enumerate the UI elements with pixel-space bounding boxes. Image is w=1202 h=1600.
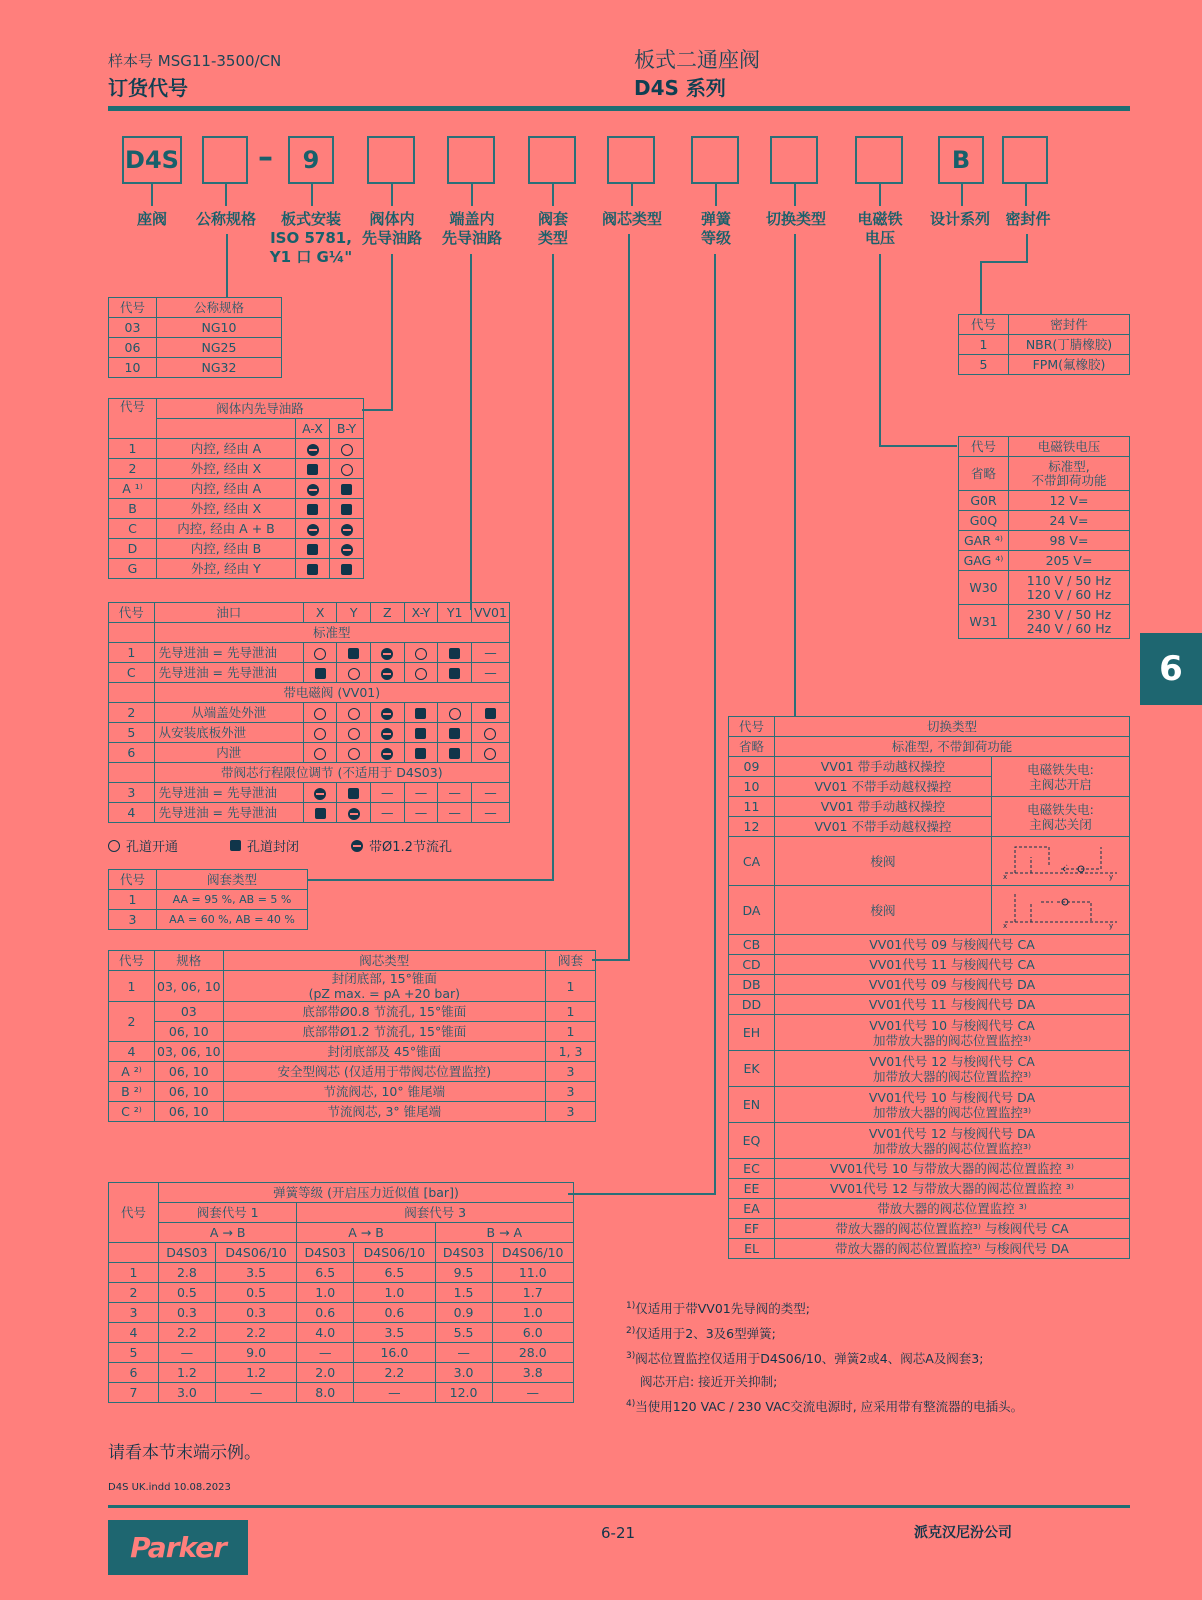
label-spring: 弹簧 等级: [700, 210, 731, 247]
table-row: 12 VV01 不带手动越权操控: [729, 817, 1130, 837]
svg-text:x: x: [1002, 921, 1007, 930]
spring-table: 代号 弹簧等级 (开启压力近似值 [bar]) 阀套代号 1 阀套代号 3 A → B A → B B → A D4S03 D4S06/10 D4S03 D4S06/10 D4S03 D4S06/10 1 2.8 3.5 6.5 6.5 9.5 11.0 2 0.5 0.5 1.0 1.0 1.5 1.7 3 0.3 0.3 0.6 0.6 0.9 1.0 4 2.2 2.2 4.0 3.5 5.5 6.0 5 — 9.0 — 16.0 — 28.0 6 1.2 1.2 2.0 2.2 3.0 3.8 7 3.0 — 8.0 — 12.0 —: [108, 1182, 574, 1403]
code-box-poppet: [607, 136, 655, 184]
company-name: 派克汉尼汾公司: [914, 1525, 1012, 1541]
throttle-icon: [341, 544, 353, 556]
table-row: EC VV01代号 10 与带放大器的阀芯位置监控 ³⁾: [729, 1159, 1130, 1179]
closed-icon: [341, 504, 352, 515]
closed-icon: [307, 504, 318, 515]
page-title-right: D4S 系列: [634, 76, 726, 100]
open-icon: [348, 748, 360, 760]
open-icon: [314, 728, 326, 740]
open-icon: [341, 444, 353, 456]
catalog-number: 样本号 MSG11-3500/CN: [108, 52, 282, 70]
closed-icon: [415, 748, 426, 759]
table-row: 2 03 底部带Ø0.8 节流孔, 15°锥面 1: [109, 1002, 596, 1022]
closed-icon: [307, 544, 318, 555]
table-row: C 先导进油 = 先导泄油 —: [109, 663, 510, 683]
table-row: EN VV01代号 10 与梭阀代号 DA 加带放大器的阀芯位置监控³⁾: [729, 1087, 1130, 1123]
poppet-table: 代号 规格 阀芯类型 阀套 1 03, 06, 10 封闭底部, 15°锥面 (pZ max. = pA +20 bar) 1 2 03 底部带Ø0.8 节流孔, 15°锥面 1 06, 10 底部带Ø1.2 节流孔, 15°锥面 1 4 03, 06, 10 封闭底部及 45°锥面 1, 3 A ²⁾ 06, 10 安全型阀芯 (仅适用于带阀芯位置监控) 3 B ²⁾ 06, 10 节流阀芯, 10° 锥尾端 3 C ²⁾ 06, 10 节流阀芯, 3° 锥尾端 3: [108, 950, 596, 1122]
table-row: 1 2.8 3.5 6.5 6.5 9.5 11.0: [109, 1263, 574, 1283]
table-row: GAR ⁴⁾ 98 V=: [959, 531, 1130, 551]
throttle-icon: [348, 808, 360, 820]
table-row: G 外控, 经由 Y: [109, 559, 364, 579]
table-row: 5 FPM(氟橡胶): [959, 355, 1130, 375]
open-icon: [348, 668, 360, 680]
port-table: 代号 油口 X Y Z X-Y Y1 VV01 标准型 1 先导进油 = 先导泄油 — C 先导进油 = 先导泄油 — 带电磁阀 (VV01) 2 从端盖处外泄 5 从安装底板外泄 6 内泄 带阀芯行程限位调节 (不适用于 D4S03) 3 先导进油 = 先导泄油 — — — — 4 先导进油 = 先导泄油 — — — —: [108, 602, 510, 823]
table-row: G0R 12 V=: [959, 491, 1130, 511]
page-number: 6-21: [601, 1524, 636, 1542]
voltage-table: 代号 电磁铁电压 省略 标准型, 不带卸荷功能 G0R 12 V= G0Q 24 V= GAR ⁴⁾ 98 V= GAG ⁴⁾ 205 V= W30 110 V / 50 Hz 120 V / 60 Hz W31 230 V / 50 Hz 240 V / 60 Hz: [958, 436, 1130, 639]
table-row: 1 先导进油 = 先导泄油 —: [109, 643, 510, 663]
parker-logo: Parker: [108, 1520, 248, 1575]
code-box-seal: [1002, 136, 1048, 184]
table-row: 4 03, 06, 10 封闭底部及 45°锥面 1, 3: [109, 1042, 596, 1062]
table-row: 2 外控, 经由 X: [109, 459, 364, 479]
closed-icon: [485, 708, 496, 719]
throttle-icon: [381, 708, 393, 720]
closed-icon: [449, 668, 460, 679]
table-row: 2 0.5 0.5 1.0 1.0 1.5 1.7: [109, 1283, 574, 1303]
footer-rule: [108, 1505, 1130, 1508]
size-table: [108, 297, 282, 378]
table-row: EE VV01代号 12 与带放大器的阀芯位置监控 ³⁾: [729, 1179, 1130, 1199]
closed-icon: [449, 728, 460, 739]
label-voltage: 电磁铁 电压: [857, 210, 903, 247]
open-icon: [484, 728, 496, 740]
closed-icon: [307, 464, 318, 475]
page-subtitle-right: 板式二通座阀: [634, 48, 760, 72]
table-row: W30 110 V / 50 Hz 120 V / 60 Hz: [959, 571, 1130, 605]
open-icon: [314, 748, 326, 760]
svg-text:y: y: [1108, 921, 1113, 930]
table-row: EF 带放大器的阀芯位置监控³⁾ 与梭阀代号 CA: [729, 1219, 1130, 1239]
closed-icon: [415, 728, 426, 739]
body-pilot-table: 代号 阀体内先导油路 A-X B-Y 1 内控, 经由 A 2 外控, 经由 X A ¹⁾ 内控, 经由 A B 外控, 经由 X C 内控, 经由 A + B D 内控, 经由 B G 外控, 经由 Y: [108, 398, 364, 579]
throttle-icon: [381, 648, 393, 660]
label-switch: 切换类型: [765, 210, 826, 228]
shuttle-ca-symbol: [992, 837, 1130, 886]
table-row: EA 带放大器的阀芯位置监控 ³⁾: [729, 1199, 1130, 1219]
closed-icon: [341, 484, 352, 495]
shuttle-da-symbol: [992, 886, 1130, 935]
header-rule: [108, 106, 1130, 111]
closed-icon: [230, 840, 241, 851]
table-row: DD VV01代号 11 与梭阀代号 DA: [729, 995, 1130, 1015]
table-row: B ²⁾ 06, 10 节流阀芯, 10° 锥尾端 3: [109, 1082, 596, 1102]
closed-icon: [449, 748, 460, 759]
throttle-icon: [307, 524, 319, 536]
table-row: 省略 标准型, 不带卸荷功能: [959, 457, 1130, 491]
open-icon: [108, 840, 120, 852]
throttle-icon: [307, 444, 319, 456]
open-icon: [484, 748, 496, 760]
table-row: 2 从端盖处外泄: [109, 703, 510, 723]
svg-text:y: y: [1108, 872, 1113, 881]
table-row: CA 梭阀 x y: [729, 837, 1130, 886]
table-row: EL 带放大器的阀芯位置监控³⁾ 与梭阀代号 DA: [729, 1239, 1130, 1259]
closed-icon: [348, 788, 359, 799]
code-box-mount: 9: [288, 136, 334, 184]
table-row: 5 — 9.0 — 16.0 — 28.0: [109, 1343, 574, 1363]
code-box-body-pilot: [367, 136, 415, 184]
table-row: 6 内泄: [109, 743, 510, 763]
table-row: 5 从安装底板外泄: [109, 723, 510, 743]
th-code: 代号: [109, 298, 157, 318]
label-sleeve: 阀套 类型: [537, 210, 568, 247]
legend: 孔道开通 孔道封闭 带Ø1.2节流孔: [108, 836, 452, 855]
closed-icon: [415, 708, 426, 719]
table-row: 11 VV01 带手动越权操控 电磁铁失电: 主阀芯关闭: [729, 797, 1130, 817]
table-row: B 外控, 经由 X: [109, 499, 364, 519]
table-row: A ²⁾ 06, 10 安全型阀芯 (仅适用于带阀芯位置监控) 3: [109, 1062, 596, 1082]
label-body-pilot: 阀体内 先导油路: [361, 210, 422, 247]
table-row: G0Q 24 V=: [959, 511, 1130, 531]
see-example: 请看本节末端示例。: [108, 1443, 261, 1463]
label-size: 公称规格: [195, 210, 256, 228]
open-icon: [415, 668, 427, 680]
table-row: 3 AA = 60 %, AB = 40 %: [109, 910, 308, 930]
open-icon: [314, 708, 326, 720]
table-row: 1 AA = 95 %, AB = 5 %: [109, 890, 308, 910]
file-info: D4S UK.indd 10.08.2023: [108, 1482, 231, 1493]
table-row: CD VV01代号 11 与梭阀代号 CA: [729, 955, 1130, 975]
code-box-voltage: [855, 136, 903, 184]
table-row: 09 VV01 带手动越权操控 电磁铁失电: 主阀芯开启: [729, 757, 1130, 777]
code-box-cover-pilot: [447, 136, 495, 184]
table-row: 06, 10 底部带Ø1.2 节流孔, 15°锥面 1: [109, 1022, 596, 1042]
svg-text:x: x: [1002, 872, 1007, 881]
open-icon: [314, 648, 326, 660]
th-size: 公称规格: [157, 298, 282, 318]
table-row: 3 先导进油 = 先导泄油 — — — —: [109, 783, 510, 803]
table-row: 10 NG32: [109, 358, 282, 378]
closed-icon: [449, 648, 460, 659]
throttle-icon: [307, 484, 319, 496]
closed-icon: [348, 648, 359, 659]
label-design: 设计系列: [929, 210, 990, 228]
table-row: A ¹⁾ 内控, 经由 A: [109, 479, 364, 499]
section-tab[interactable]: 6: [1140, 633, 1202, 705]
throttle-icon: [341, 524, 353, 536]
throttle-icon: [351, 840, 363, 852]
label-cover-pilot: 端盖内 先导油路: [441, 210, 502, 247]
table-row: DA 梭阀 x y: [729, 886, 1130, 935]
throttle-icon: [381, 748, 393, 760]
code-box-valve: D4S: [122, 136, 182, 184]
code-box-size: [202, 136, 248, 184]
table-row: EK VV01代号 12 与梭阀代号 CA 加带放大器的阀芯位置监控³⁾: [729, 1051, 1130, 1087]
table-row: 7 3.0 — 8.0 — 12.0 —: [109, 1383, 574, 1403]
table-row: C ²⁾ 06, 10 节流阀芯, 3° 锥尾端 3: [109, 1102, 596, 1122]
table-row: 1 内控, 经由 A: [109, 439, 364, 459]
code-box-spring: [691, 136, 739, 184]
throttle-icon: [314, 788, 326, 800]
open-icon: [348, 728, 360, 740]
open-icon: [415, 648, 427, 660]
table-row: DB VV01代号 09 与梭阀代号 DA: [729, 975, 1130, 995]
table-row: D 内控, 经由 B: [109, 539, 364, 559]
code-box-design: B: [938, 136, 984, 184]
switch-table: 代号 切换类型 省略 标准型, 不带卸荷功能 09 VV01 带手动越权操控 电磁铁失电: 主阀芯开启 10 VV01 不带手动越权操控 11 VV01 带手动越权操控 电磁铁失电: 主阀芯关闭 12 VV01 不带手动越权操控 CA 梭阀 x y DA 梭阀 x y CB VV01代号 09 与梭阀代号 CA CD VV01代号 11 与梭阀代号 CA DB VV01代号 09 与梭阀代号 DA DD VV01代号 11 与梭阀代号 DA EH VV01代号 10 与梭阀代号 CA 加带放大器的阀芯位置监控³⁾ EK VV01代号 12 与梭阀代号 CA 加带放大器的阀芯位置监控³⁾ EN VV01代号 10 与梭阀代号 DA 加带放大器的阀芯位置监控³⁾ EQ VV01代号 12 与梭阀代号 DA 加带放大器的阀芯位置监控³⁾ EC VV01代号 10 与带放大器的阀芯位置监控 ³⁾ EE VV01代号 12 与带放大器的阀芯位置监控 ³⁾ EA 带放大器的阀芯位置监控 ³⁾ EF 带放大器的阀芯位置监控³⁾ 与梭阀代号 CA EL 带放大器的阀芯位置监控³⁾ 与梭阀代号 DA: [728, 716, 1130, 1259]
table-row: EH VV01代号 10 与梭阀代号 CA 加带放大器的阀芯位置监控³⁾: [729, 1015, 1130, 1051]
label-seal: 密封件: [1005, 210, 1051, 228]
open-icon: [348, 708, 360, 720]
throttle-icon: [381, 668, 393, 680]
label-mount: 板式安装 ISO 5781, Y1 口 G¼": [269, 210, 353, 266]
code-box-sleeve: [528, 136, 576, 184]
code-dash: –: [258, 140, 273, 175]
table-row: 1 NBR(丁腈橡胶): [959, 335, 1130, 355]
table-row: CB VV01代号 09 与梭阀代号 CA: [729, 935, 1130, 955]
table-row: 03 NG10: [109, 318, 282, 338]
code-box-switch: [770, 136, 818, 184]
seal-table: 代号 密封件 1 NBR(丁腈橡胶) 5 FPM(氟橡胶): [958, 314, 1130, 375]
table-row: 06 NG25: [109, 338, 282, 358]
table-row: 6 1.2 1.2 2.0 2.2 3.0 3.8: [109, 1363, 574, 1383]
sleeve-table: 代号 阀套类型 1 AA = 95 %, AB = 5 % 3 AA = 60 %, AB = 40 %: [108, 869, 308, 930]
table-row: 1 03, 06, 10 封闭底部, 15°锥面 (pZ max. = pA +20 bar) 1: [109, 971, 596, 1002]
label-poppet: 阀芯类型: [601, 210, 662, 228]
closed-icon: [341, 564, 352, 575]
open-icon: [449, 708, 461, 720]
table-row: 4 2.2 2.2 4.0 3.5 5.5 6.0: [109, 1323, 574, 1343]
table-row: 3 0.3 0.3 0.6 0.6 0.9 1.0: [109, 1303, 574, 1323]
table-row: C 内控, 经由 A + B: [109, 519, 364, 539]
footnotes: $^{1)}$仅适用于带VV01先导阀的类型; $^{2)}$仅适用于2、3及6型弹簧; $^{3)}$阀芯位置监控仅适用于D4S06/10、弹簧2或4、阀芯A及阀套3; 阀芯开启: 接近开关抑制; $^{4)}$当使用120 VAC / 230 VAC交流电源时, 应采用带有整流器的电插头。: [626, 1301, 1024, 1415]
closed-icon: [315, 668, 326, 679]
throttle-icon: [381, 728, 393, 740]
open-icon: [341, 464, 353, 476]
page-title-left: 订货代号: [108, 76, 188, 100]
table-row: 4 先导进油 = 先导泄油 — — — —: [109, 803, 510, 823]
table-row: GAG ⁴⁾ 205 V=: [959, 551, 1130, 571]
table-row: W31 230 V / 50 Hz 240 V / 60 Hz: [959, 605, 1130, 639]
table-row: EQ VV01代号 12 与梭阀代号 DA 加带放大器的阀芯位置监控³⁾: [729, 1123, 1130, 1159]
closed-icon: [307, 564, 318, 575]
table-row: 10 VV01 不带手动越权操控: [729, 777, 1130, 797]
closed-icon: [315, 808, 326, 819]
label-valve: 座阀: [136, 210, 167, 228]
